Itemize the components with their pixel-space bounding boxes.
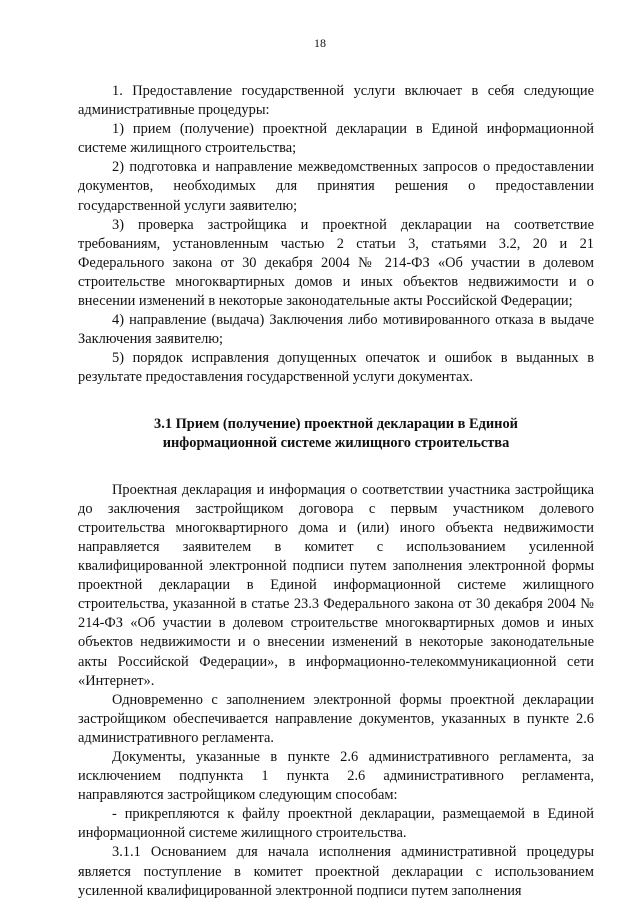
section-paragraph-4: - прикрепляются к файлу проектной декларации, размещаемой в Единой информационной системе жилищного строительства. (78, 806, 594, 842)
document-body (78, 82, 594, 901)
section-paragraph-3: Документы, указанные в пункте 2.6 административного регламента, за исключением подпункта 1 пункта 2.6 административного регламента, направляются застройщиком следующим способам: (78, 749, 594, 804)
list-item-2: 2) подготовка и направление межведомственных запросов о предоставлении документов, необходимых для принятия решения о предоставлении государственной услуги заявителю; (78, 159, 594, 214)
section-paragraph-2: Одновременно с заполнением электронной формы проектной декларации застройщиком обеспечивается направление документов, указанных в пункте 2.6 административного регламента. (78, 691, 594, 746)
page-number: 18 (314, 36, 326, 50)
spacer (78, 388, 594, 415)
list-item-3: 3) проверка застройщика и проектной декларации на соответствие требованиям, установленным частью 2 статьи 3, статьями 3.2, 20 и 21 Федерального закона от 30 декабря 2004 № 214-ФЗ «Об участии в долевом строительстве многоквартирных домов и иных объектов недвижимости и о внесении изменений в некоторые законодательные акты Российской Федерации; (78, 216, 594, 310)
spacer (78, 453, 594, 481)
section-heading-line-1: 3.1 Прием (получение) проектной декларации в Единой (154, 415, 518, 432)
section-heading (78, 415, 594, 453)
section-heading-line-2: информационной системе жилищного строительства (162, 434, 510, 451)
section-paragraph-1: Проектная декларация и информация о соответствии участника застройщика до заключения застройщиком договора с первым участником долевого строительства многоквартирного дома и (или) иного объекта недвижимости направляется заявителем в комитет с использованием усиленной квалифицированной электронной подписи путем заполнения электронной формы проектной декларации в Единой информационной системе жилищного строительства, указанной в статье 23.3 Федерального закона от 30 декабря 2004 № 214-ФЗ «Об участии в долевом строительстве многоквартирных домов и иных объектов недвижимости и о внесении изменений в некоторые законодательные акты Российской Федерации», в информационно-телекоммуникационной сети «Интернет». (78, 481, 594, 689)
list-item-5: 5) порядок исправления допущенных опечаток и ошибок в выданных в результате предоставления государственной услуги документах. (78, 350, 594, 386)
list-item-4: 4) направление (выдача) Заключения либо мотивированного отказа в выдаче Заключения заявителю; (78, 312, 594, 348)
list-item-1: 1) прием (получение) проектной декларации в Единой информационной системе жилищного строительства; (78, 121, 594, 157)
section-paragraph-5: 3.1.1 Основанием для начала исполнения административной процедуры является поступление в комитет проектной декларации с использованием усиленной квалифицированной электронной подписи путем заполнения (78, 844, 594, 899)
list-intro: 1. Предоставление государственной услуги включает в себя следующие административные процедуры: (78, 83, 594, 119)
